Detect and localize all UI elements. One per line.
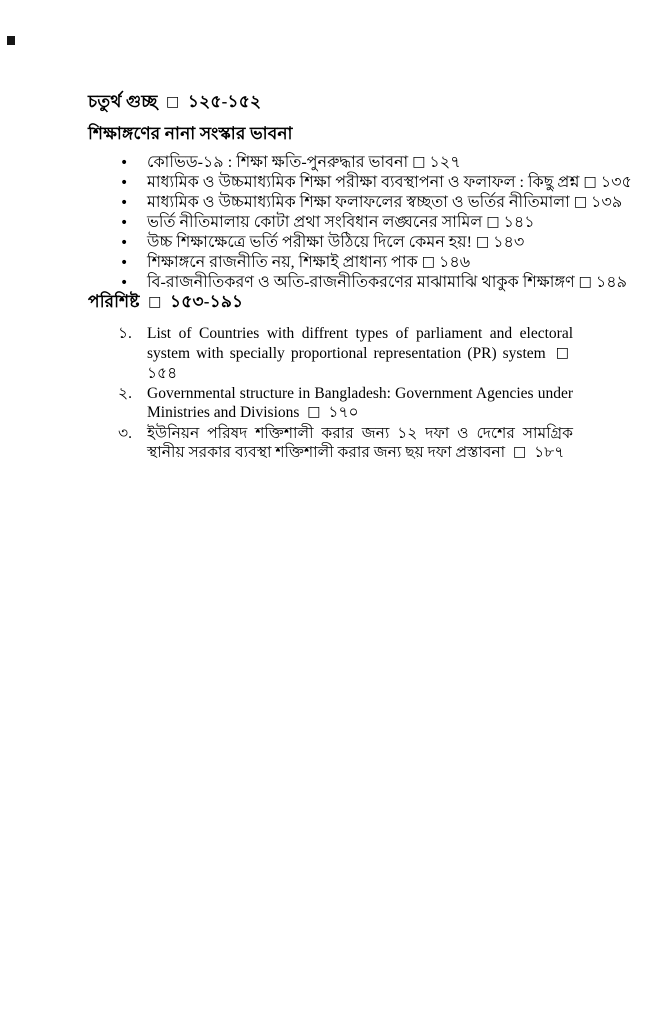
toc-item-page: ১২৭ [429, 154, 461, 171]
toc-item-title: মাধ্যমিক ও উচ্চমাধ্যমিক শিক্ষা পরীক্ষা ব্যবস্থাপনা ও ফলাফল : কিছু প্রশ্ন [147, 174, 580, 191]
page-separator-box: □ [578, 274, 592, 290]
page-separator-box: □ [148, 294, 162, 310]
bullet-icon: • [120, 175, 129, 191]
section-subtitle-text: শিক্ষাঙ্গণের নানা সংস্কার ভাবনা [88, 124, 293, 143]
appendix-item-page: ১৫৪ [147, 365, 178, 382]
appendix-heading [88, 292, 243, 313]
toc-item [120, 233, 590, 253]
page-separator-box: □ [486, 214, 500, 230]
bullet-icon: • [120, 235, 129, 251]
section-page-range: ১২৫-১৫২ [187, 92, 262, 111]
toc-item-page: ১৪৩ [493, 234, 525, 251]
toc-item-page: ১৩৯ [591, 194, 623, 211]
item-number: ১. [118, 325, 132, 342]
page-separator-box: □ [475, 234, 490, 250]
toc-item-page: ১৩৫ [600, 174, 632, 191]
page-separator-box: □ [412, 154, 426, 170]
appendix-item-title: ইউনিয়ন পরিষদ শক্তিশালী করার জন্য ১২ দফা ও দেশের সামগ্রিক স্থানীয় সরকার ব্যবস্থা শক্তিশালী করার জন্য ছয় দফা প্রস্তাবনা [147, 424, 573, 461]
toc-item-title: বি-রাজনীতিকরণ ও অতি-রাজনীতিকরণের মাঝামাঝি থাকুক শিক্ষাঙ্গণ [147, 274, 575, 291]
appendix-title: পরিশিষ্ট [88, 292, 140, 311]
page-separator-box: □ [573, 194, 588, 210]
page-separator-box: □ [555, 344, 569, 361]
scan-ink-mark [7, 36, 15, 45]
toc-item-page: ১৪৬ [438, 254, 471, 271]
toc-item [120, 253, 590, 273]
appendix-item-title: Governmental structure in Bangladesh: Government Agencies under Ministries and Divisions [147, 384, 573, 421]
page-separator-box: □ [421, 254, 435, 270]
toc-item-title: উচ্চ শিক্ষাক্ষেত্রে ভর্তি পরীক্ষা উঠিয়ে দিলে কেমন হয়! [147, 234, 472, 251]
bullet-icon: • [120, 215, 129, 231]
section-title: চতুর্থ গুচ্ছ [88, 92, 158, 111]
bullet-icon: • [120, 155, 129, 171]
page-separator-box: □ [166, 94, 180, 110]
section-heading-group4 [88, 92, 261, 113]
item-number: ৩. [118, 424, 132, 442]
toc-item [120, 273, 628, 293]
toc-item-page: ১৪১ [503, 214, 535, 231]
appendix-item [118, 384, 573, 424]
appendix-item [118, 424, 573, 464]
item-number: ২. [118, 384, 132, 402]
toc-item-title: ভর্তি নীতিমালায় কোটা প্রথা সংবিধান লঙ্ঘনের সামিল [147, 214, 483, 231]
appendix-item-page: ১৮৭ [534, 444, 565, 461]
appendix-page-range: ১৫৩-১৯১ [170, 292, 244, 311]
page-separator-box: □ [583, 174, 597, 190]
toc-item-page: ১৪৯ [595, 274, 628, 291]
toc-item [120, 173, 632, 193]
article-bullet-list [120, 153, 632, 293]
toc-item-title: কোভিড-১৯ : শিক্ষা ক্ষতি-পুনরুদ্ধার ভাবনা [147, 154, 409, 171]
bullet-icon: • [120, 275, 129, 291]
toc-item [120, 213, 590, 233]
page-separator-box: □ [512, 444, 527, 460]
page-separator-box: □ [307, 404, 321, 420]
bullet-icon: • [120, 255, 129, 271]
appendix-list [118, 324, 573, 464]
bullet-icon: • [120, 195, 129, 211]
toc-item-title: শিক্ষাঙ্গনে রাজনীতি নয়, শিক্ষাই প্রাধান্য পাক [147, 254, 418, 271]
section-subtitle [88, 124, 293, 144]
appendix-item-page: ১৭০ [328, 404, 359, 421]
toc-item [120, 153, 590, 173]
toc-item-title: মাধ্যমিক ও উচ্চমাধ্যমিক শিক্ষা ফলাফলের স্বচ্ছতা ও ভর্তির নীতিমালা [147, 194, 570, 211]
appendix-item [118, 324, 573, 384]
toc-item [120, 193, 623, 213]
appendix-item-title: List of Countries with diffrent types of parliament and electoral system with specially proportional representation (PR) system [147, 325, 573, 362]
